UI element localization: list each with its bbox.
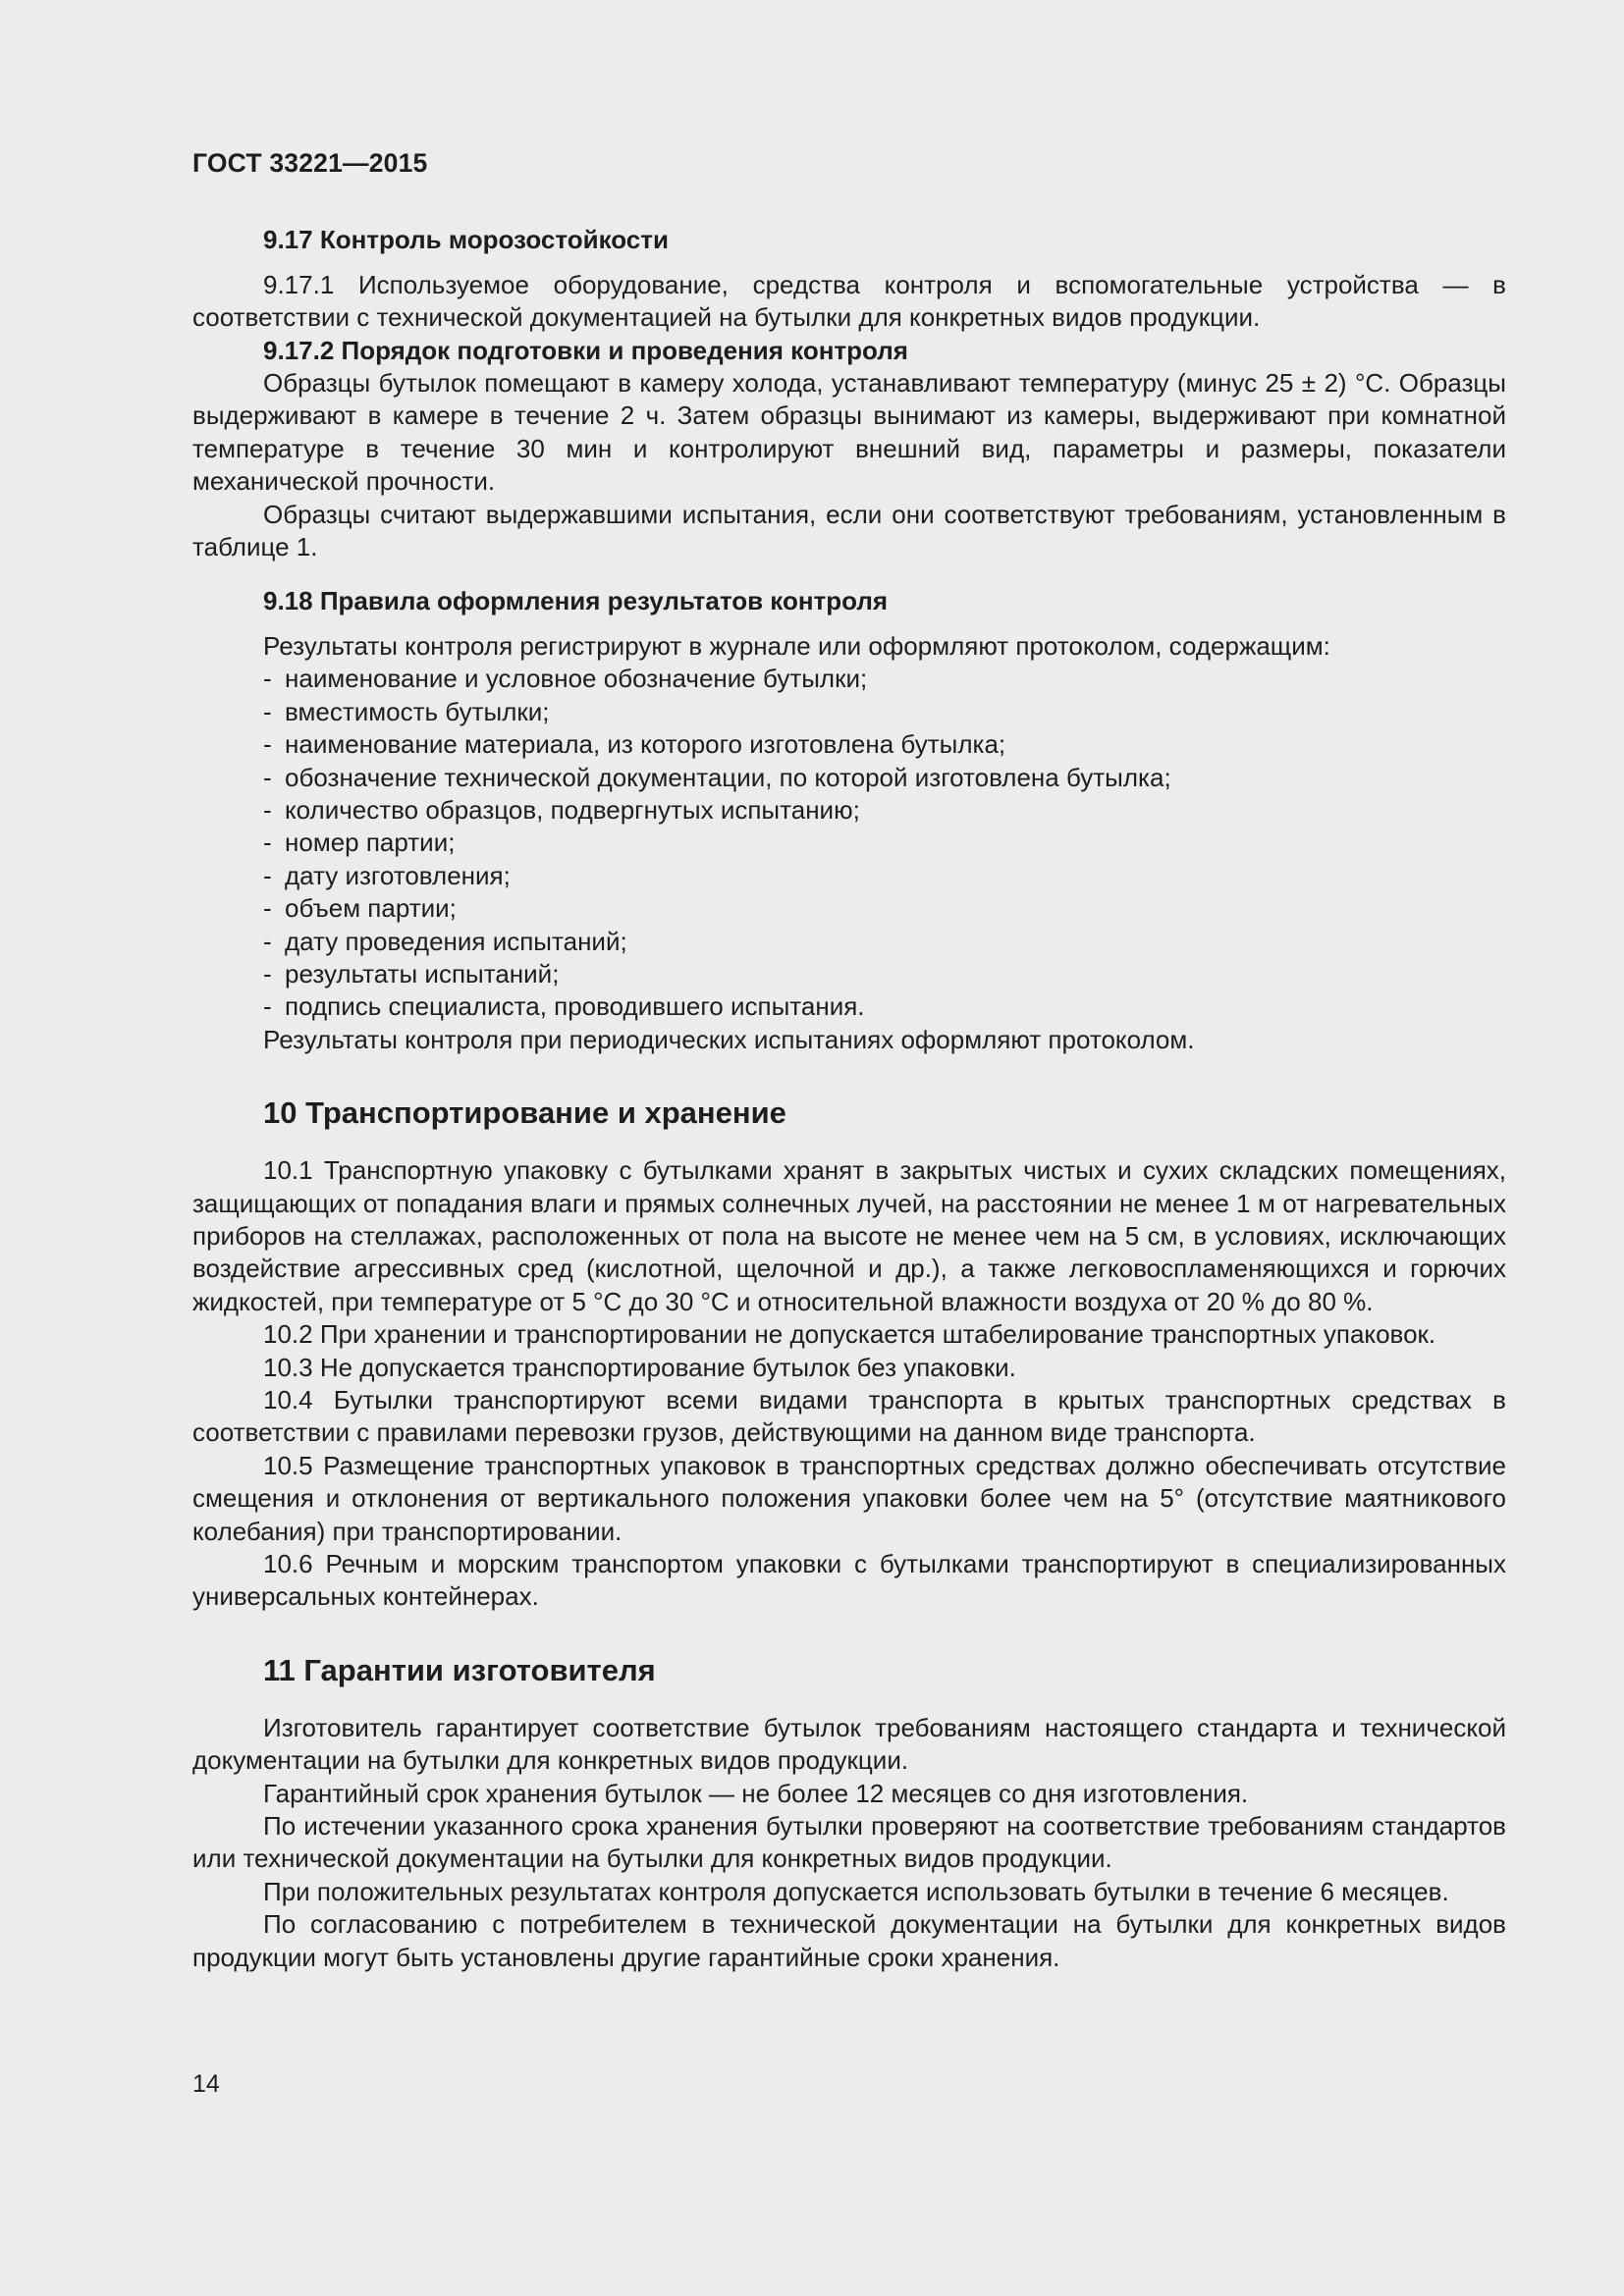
paragraph-9-17-1: 9.17.1 Используемое оборудование, средства контроля и вспомогательные устройства — в соответствии с технической документацией на бутылки для конкретных видов продукции. bbox=[192, 269, 1506, 333]
paragraph-11-2: Гарантийный срок хранения бутылок — не более 12 месяцев со дня изготовления. bbox=[263, 1778, 1249, 1808]
paragraph-10-1: 10.1 Транспортную упаковку с бутылками хранят в закрытых чистых и сухих складских помещениях, защищающих от попадания влаги и прямых солнечных лучей, на расстоянии не менее 1 м от нагревательных приборов на стеллажах, расположенных от пола на высоте не менее чем на 5 см, в условиях, исключающих воздействие агрессивных сред (кислотной, щелочной и др.), а также легковоспламеняющихся и горючих жидкостей, при температуре от 5 °С до 30 °С и относительной влажности воздуха от 20 % до 80 %. bbox=[192, 1155, 1506, 1316]
paragraph-11-3: По истечении указанного срока хранения бутылки проверяют на соответствие требованиям стандартов или технической документации на бутылки для конкретных видов продукции. bbox=[192, 1811, 1506, 1874]
document-code-header: ГОСТ 33221—2015 bbox=[192, 148, 428, 178]
list-item: - наименование и условное обозначение бутылки; bbox=[263, 663, 1506, 695]
list-item: - обозначение технической документации, по которой изготовлена бутылка; bbox=[263, 762, 1506, 794]
list-item: - дату изготовления; bbox=[263, 860, 1506, 892]
paragraph-9-18-intro: Результаты контроля регистрируют в журнале или оформляют протоколом, содержащим: bbox=[263, 630, 1330, 661]
section-title-11: 11 Гарантии изготовителя bbox=[263, 1652, 656, 1687]
page-number: 14 bbox=[192, 2070, 220, 2098]
paragraph-11-4: При положительных результатах контроля допускается использовать бутылки в течение 6 месяцев. bbox=[263, 1876, 1449, 1906]
list-item: - объем партии; bbox=[263, 892, 1506, 925]
list-item: - дату проведения испытаний; bbox=[263, 926, 1506, 958]
paragraph-11-5: По согласованию с потребителем в технической документации на бутылки для конкретных видов продукции могут быть установлены другие гарантийные сроки хранения. bbox=[192, 1909, 1506, 1972]
paragraph-10-4: 10.4 Бутылки транспортируют всеми видами транспорта в крытых транспортных средствах в соответствии с правилами перевозки грузов, действующими на данном виде транспорта. bbox=[192, 1385, 1506, 1448]
subsection-title-9-18: 9.18 Правила оформления результатов контроля bbox=[263, 586, 889, 616]
paragraph-9-18-outro: Результаты контроля при периодических испытаниях оформляют протоколом. bbox=[263, 1024, 1195, 1054]
paragraph-9-17-2-criteria: Образцы считают выдержавшими испытания, если они соответствуют требованиям, установленным в таблице 1. bbox=[192, 499, 1506, 562]
section-title-10: 10 Транспортирование и хранение bbox=[263, 1095, 786, 1131]
paragraph-10-3: 10.3 Не допускается транспортирование бутылок без упаковки. bbox=[263, 1352, 1016, 1382]
results-contents-list bbox=[192, 663, 1506, 1023]
paragraph-9-17-2-procedure: Образцы бутылок помещают в камеру холода, устанавливают температуру (минус 25 ± 2) °С. Образцы выдерживают в камере в течение 2 ч. Затем образцы вынимают из камеры, выдерживают при комнатной температуре в течение 30 мин и контролируют внешний вид, параметры и размеры, показатели механической прочности. bbox=[192, 368, 1506, 497]
paragraph-10-2: 10.2 При хранении и транспортировании не допускается штабелирование транспортных упаковок. bbox=[263, 1319, 1436, 1350]
paragraph-10-6: 10.6 Речным и морским транспортом упаковки с бутылками транспортируют в специализированных универсальных контейнерах. bbox=[192, 1549, 1506, 1612]
subsection-title-9-17: 9.17 Контроль морозостойкости bbox=[263, 225, 669, 255]
list-item: - наименование материала, из которого изготовлена бутылка; bbox=[263, 728, 1506, 761]
list-item: - подпись специалиста, проводившего испытания. bbox=[263, 990, 1506, 1023]
list-item: - результаты испытаний; bbox=[263, 958, 1506, 990]
paragraph-11-1: Изготовитель гарантирует соответствие бутылок требованиям настоящего стандарта и технической документации на бутылки для конкретных видов продукции. bbox=[192, 1712, 1506, 1776]
list-item: - количество образцов, подвергнутых испытанию; bbox=[263, 794, 1506, 827]
list-item: - номер партии; bbox=[263, 827, 1506, 859]
paragraph-10-5: 10.5 Размещение транспортных упаковок в транспортных средствах должно обеспечивать отсутствие смещения и отклонения от вертикального положения упаковки более чем на 5° (отсутствие маятникового колебания) при транспортировании. bbox=[192, 1450, 1506, 1546]
list-item: - вместимость бутылки; bbox=[263, 696, 1506, 728]
document-page bbox=[192, 147, 1506, 1974]
subsection-title-9-17-2: 9.17.2 Порядок подготовки и проведения контроля bbox=[263, 335, 908, 365]
